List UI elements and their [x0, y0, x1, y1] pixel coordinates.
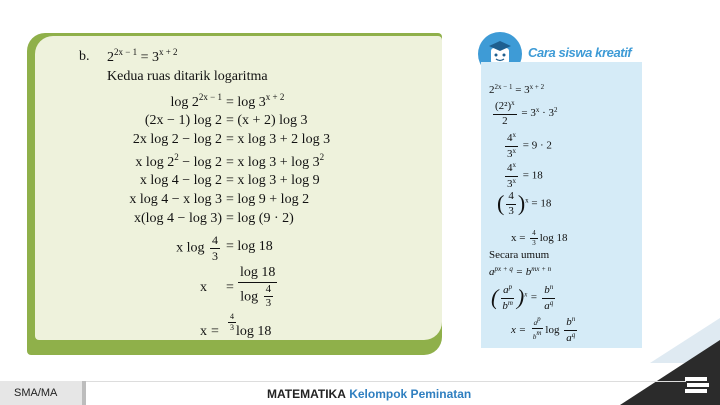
step-3-rhs: = x log 3 + 2 log 3	[226, 132, 331, 147]
instruction-text: Kedua ruas ditarik logaritma	[107, 69, 268, 84]
step-10-eq: =	[211, 324, 219, 339]
step-8-lhs: x log $\frac{4}{3}$	[176, 233, 218, 263]
side-line-6: x = $\frac{4}{3}$ log 18	[511, 229, 568, 248]
step-2-lhs: (2x − 1) log 2	[144, 113, 222, 128]
step-6-rhs: = log 9 + log 2	[226, 192, 310, 207]
step-9-lhs: x	[200, 280, 207, 295]
step-5-lhs: x log 4 − log 2	[139, 173, 222, 188]
side-line-3: $\frac{4^x}{3^x}$ = 9 · 2	[507, 131, 552, 160]
step-10-lhs: x	[200, 324, 207, 339]
step-10-rhs: log 18	[236, 324, 272, 339]
step-6-lhs: x log 4 − x log 3	[129, 192, 222, 207]
general-solution: x = $\frac{a^p}{b^m}$ log $\frac{b^n}{a^q}$	[511, 315, 576, 344]
footer-level-box	[0, 381, 82, 405]
footer-title	[267, 387, 471, 401]
general-label: Secara umum	[489, 249, 550, 261]
side-line-5: ( $\frac{4}{3}$ )$^x$ = 18	[497, 190, 552, 217]
step-7-lhs: x(log 4 − log 3)	[134, 211, 222, 226]
side-line-4: $\frac{4^x}{3^x}$ = 18	[507, 161, 543, 190]
step-4-rhs: = x $\log 3 + \log 3^2$	[226, 152, 325, 170]
footer-subtitle: Kelompok Peminatan	[349, 387, 472, 401]
step-1-rhs: = $\log 3^{x + 2}$	[226, 92, 285, 110]
step-4-lhs: x $\log 2^2 - \log 2$	[135, 152, 222, 170]
problem-equation: $2^{2x - 1} = 3^{x + 2}$	[107, 47, 178, 65]
step-9-fraction: log 18 log $\frac{4}{3}$	[240, 265, 276, 310]
item-label: b.	[79, 49, 90, 64]
footer-subject: MATEMATIKA	[267, 387, 346, 401]
step-8-rhs: = log 18	[226, 239, 273, 254]
footer-divider	[86, 381, 686, 382]
step-3-lhs: 2x log 2 − log 2	[132, 132, 222, 147]
step-5-rhs: = x log 3 + log 9	[226, 173, 320, 188]
step-2-rhs: = (x + 2) log 3	[226, 113, 308, 128]
general-equation: $a^{px + q} = b^{mx + n}$	[489, 265, 552, 278]
step-1-lhs: $\log 2^{2x - 1}$	[170, 92, 222, 110]
side-line-2: $\frac{(2^2)^x}{2}$ = $3^x \cdot 3^2$	[495, 99, 558, 127]
side-line-1: $2^{2x - 1} = 3^{x + 2}$	[489, 83, 545, 96]
step-10-log-base: $\frac{4}{3}$	[230, 312, 234, 333]
side-panel-title: Cara siswa kreatif	[528, 45, 632, 60]
footer-level: SMA/MA	[14, 387, 58, 399]
books-icon	[683, 375, 713, 402]
footer-separator	[82, 381, 86, 405]
step-9-eq: =	[226, 280, 234, 295]
step-7-rhs: = log (9 · 2)	[226, 211, 294, 226]
general-fraction-equation: ( $\frac{a^p}{b^m}$ )$^x$ = $\frac{b^n}{a^q}$	[491, 283, 554, 312]
